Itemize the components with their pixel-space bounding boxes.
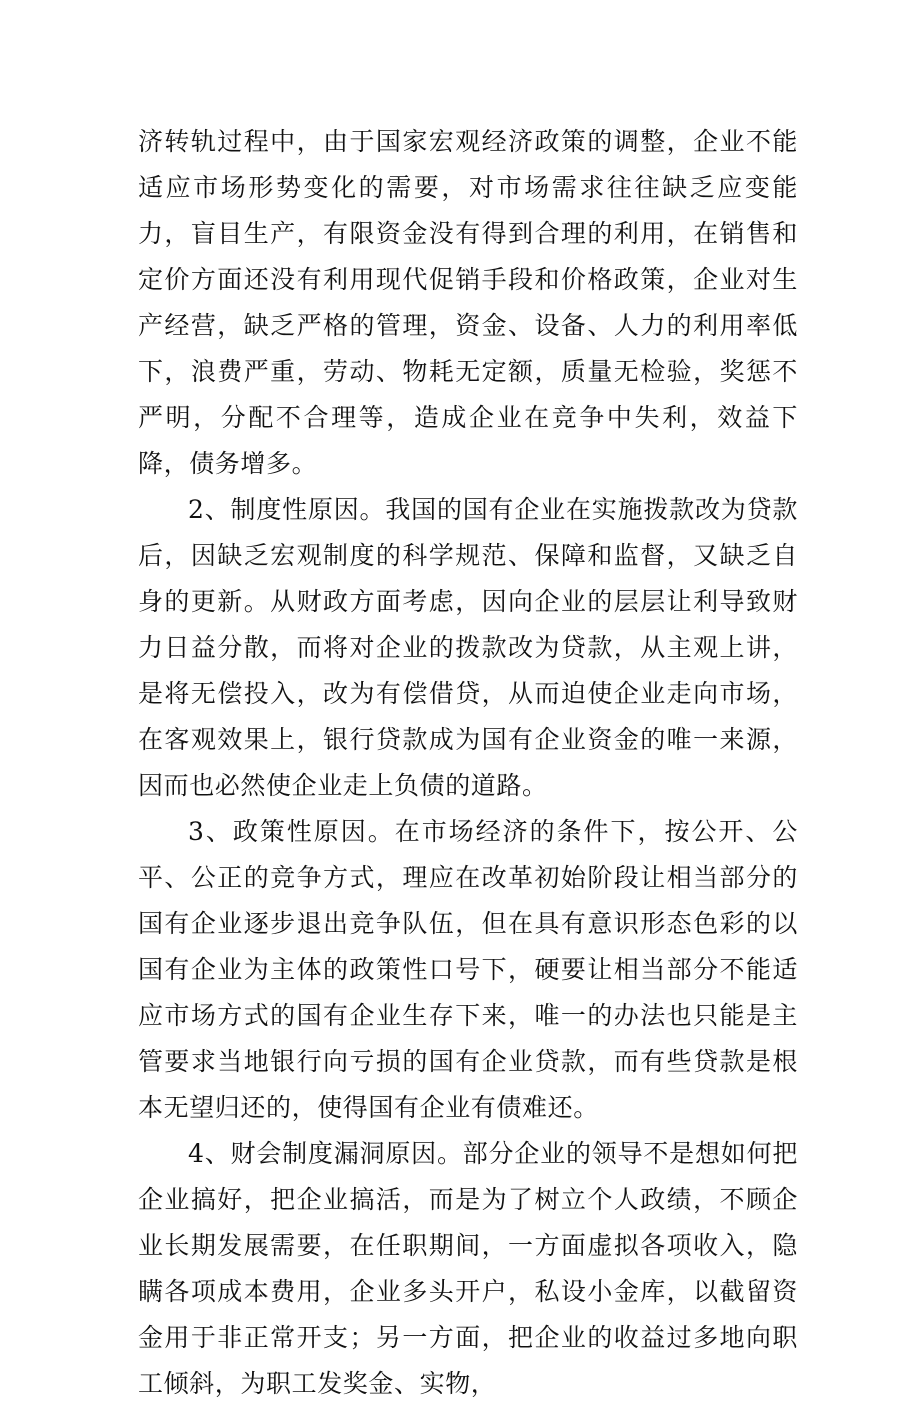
body-text (138, 119, 798, 1407)
paragraph-accounting-loophole-causes: 4、财会制度漏洞原因。部分企业的领导不是想如何把企业搞好，把企业搞活，而是为了树立个人政绩，不顾企业长期发展需要，在任职期间，一方面虚拟各项收入，隐瞒各项成本费用，企业多头开户，私设小金库，以截留资金用于非正常开支；另一方面，把企业的收益过多地向职工倾斜，为职工发奖金、实物， (138, 1139, 798, 1398)
paragraph-institutional-causes: 2、制度性原因。我国的国有企业在实施拨款改为贷款后，因缺乏宏观制度的科学规范、保障和监督，又缺乏自身的更新。从财政方面考虑，因向企业的层层让利导致财力日益分散，而将对企业的拨款改为贷款，从主观上讲，是将无偿投入，改为有偿借贷，从而迫使企业走向市场，在客观效果上，银行贷款成为国有企业资金的唯一来源，因而也必然使企业走上负债的道路。 (138, 495, 798, 800)
paragraph-policy-causes: 3、政策性原因。在市场经济的条件下，按公开、公平、公正的竞争方式，理应在改革初始阶段让相当部分的国有企业逐步退出竞争队伍，但在具有意识形态色彩的以国有企业为主体的政策性口号下，硬要让相当部分不能适应市场方式的国有企业生存下来，唯一的办法也只能是主管要求当地银行向亏损的国有企业贷款，而有些贷款是根本无望归还的，使得国有企业有债难还。 (138, 817, 798, 1122)
paragraph-continuation: 济转轨过程中，由于国家宏观经济政策的调整，企业不能适应市场形势变化的需要，对市场需求往往缺乏应变能力，盲目生产，有限资金没有得到合理的利用，在销售和定价方面还没有利用现代促销手段和价格政策，企业对生产经营，缺乏严格的管理，资金、设备、人力的利用率低下，浪费严重，劳动、物耗无定额，质量无检验，奖惩不严明，分配不合理等，造成企业在竞争中失利，效益下降，债务增多。 (138, 127, 798, 478)
